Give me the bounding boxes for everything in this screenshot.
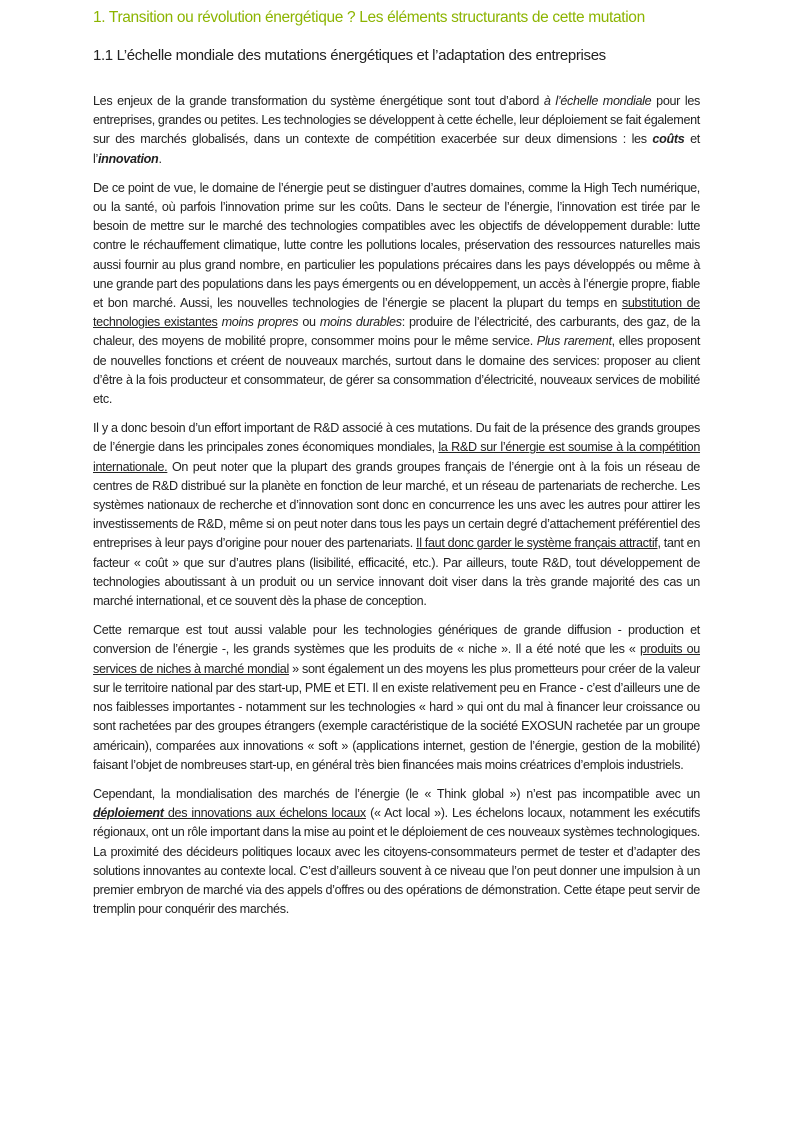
text-run: » sont également un des moyens les plus prometteurs pour créer de la valeur sur le territoire national par des start-up, PME et ETI. Il en existe relativement peu en France - c’est d’ailleurs une de nos faiblesses importantes - notamment sur les technologies « hard » qui ont du mal à financer leur croissance ou sont rachetées par des groupes étrangers (exemple caractéristique de la société EXOSUN rachetée par un groupe américain), comparées aux innovations « soft » (applications internet, gestion de l’énergie, gestion de la mobilité) faisant l’objet de nombreuses start-up, en général très bien financées mais moins créatrices d’emplois industriels. [93, 661, 700, 772]
text-run: , tant en facteur « coût » que sur d’autres plans (lisibilité, efficacité, etc.). Par ailleurs, toute R&D, tout développement de technologies aboutissant à un produit ou un service innovant doit viser dans la très grande majorité des cas un marché international, et ce souvent dès la phase de conception. [93, 536, 701, 609]
section-heading: 1. Transition ou révolution énergétique ? Les éléments structurants de cette mutation [93, 9, 645, 26]
text-run: Cependant, la mondialisation des marchés de l’énergie (le « Think global ») n’est pas incompatible avec un [93, 786, 700, 801]
body-text [93, 92, 700, 929]
strong-emphasis-text: coûts [652, 132, 685, 147]
text-run: pour les entreprises, grandes ou petites. Les technologies se développent à cette échelle, leur déploiement se fait également sur des marchés globalisés, dans un contexte de compétition exacerbée sur deux dimensions : les [93, 94, 700, 147]
underlined-text: substitution de technologies existantes [93, 296, 700, 330]
underlined-text: Il faut donc garder le système français attractif [416, 536, 658, 551]
paragraph-5 [93, 785, 700, 919]
paragraph-2 [93, 179, 700, 409]
text-run: On peut noter que la plupart des grands groupes français de l’énergie ont à la fois un réseau de centres de R&D distribué sur la planète en fonction de leur marché, et un réseau de partenariats de recherche. Les systèmes nationaux de recherche et d’innovation sont donc en concurrence les uns avec les autres pour attirer les investissements de R&D, même si on peut noter dans tous les pays un certain degré d’attachement préférentiel des entreprises à leur pays d’origine pour nouer des partenariats. [93, 459, 700, 551]
text-run: (« Act local »). Les échelons locaux, notamment les exécutifs régionaux, ont un rôle important dans la mise au point et le déploiement de ces nouveaux systèmes technologiques. La proximité des décideurs politiques locaux avec les citoyens-consommateurs permet de tester et d’adapter des solutions innovantes au contexte local. C’est d’ailleurs souvent à ce niveau que l’on peut donner une impulsion à un premier embryon de marché via des appels d’offres ou des opérations de démonstration. Cette étape peut servir de tremplin pour conquérir des marchés. [93, 806, 700, 917]
text-run: Il y a donc besoin d’un effort important de R&D associé à ces mutations. Du fait de la présence des grands groupes de l’énergie dans les principales zones économiques mondiales, [93, 421, 700, 455]
text-run: et l’ [93, 132, 700, 166]
strong-emphasis-text: innovation [97, 151, 159, 166]
paragraph-4 [93, 621, 700, 775]
emphasis-text: à l’échelle mondiale [543, 94, 652, 108]
underlined-text: des innovations aux échelons locaux [163, 806, 366, 821]
emphasis-text: moins propres [221, 315, 299, 330]
text-run: , elles proposent de nouvelles fonctions et créent de nouveaux marchés, surtout dans le domaine des services: proposer au client d’être à la fois producteur et consommateur, de gérer sa consommation d’électricité, nouveaux services de mobilité etc. [93, 334, 700, 407]
strong-underlined-text: déploiement [93, 806, 164, 821]
text-run: ou [298, 315, 320, 330]
emphasis-text: Plus rarement [536, 334, 612, 349]
underlined-text: produits ou services de niches à marché mondial [93, 642, 700, 676]
underlined-text: la R&D sur l’énergie est soumise à la compétition internationale. [93, 440, 701, 474]
emphasis-text: moins durables [319, 315, 402, 330]
paragraph-3 [93, 419, 700, 611]
text-run: Cette remarque est tout aussi valable pour les technologies génériques de grande diffusion - production et conversion de l’énergie -, les grands systèmes que les produits de « niche ». Il a été noté que les « [93, 623, 700, 657]
text-run: De ce point de vue, le domaine de l’énergie peut se distinguer d’autres domaines, comme la High Tech numérique, ou la santé, où parfois l’innovation prime sur les coûts. Dans le secteur de l’énergie, l’innovation est tirée par le besoin de mettre sur le marché des technologies compatibles avec les objectifs de développement durable: lutte contre le réchauffement climatique, lutte contre les pollutions locales, préservation des ressources naturelles mais aussi fournir au plus grand nombre, en particulier les populations précaires dans les pays développés ou même à une grande part des populations dans les pays émergents ou en développement, un accès à l’énergie propre, fiable et bon marché. Aussi, les nouvelles technologies de l’énergie se placent la plupart du temps en [93, 180, 700, 311]
text-run: : produire de l’électricité, des carburants, des gaz, de la chaleur, des moyens de mobilité propre, consommer moins pour le même service. [93, 315, 700, 349]
text-run: Les enjeux de la grande transformation du système énergétique sont tout d’abord [93, 94, 544, 108]
subsection-heading: 1.1 L’échelle mondiale des mutations énergétiques et l’adaptation des entreprises [93, 47, 606, 64]
text-run: . [158, 151, 162, 166]
paragraph-1 [93, 92, 700, 169]
